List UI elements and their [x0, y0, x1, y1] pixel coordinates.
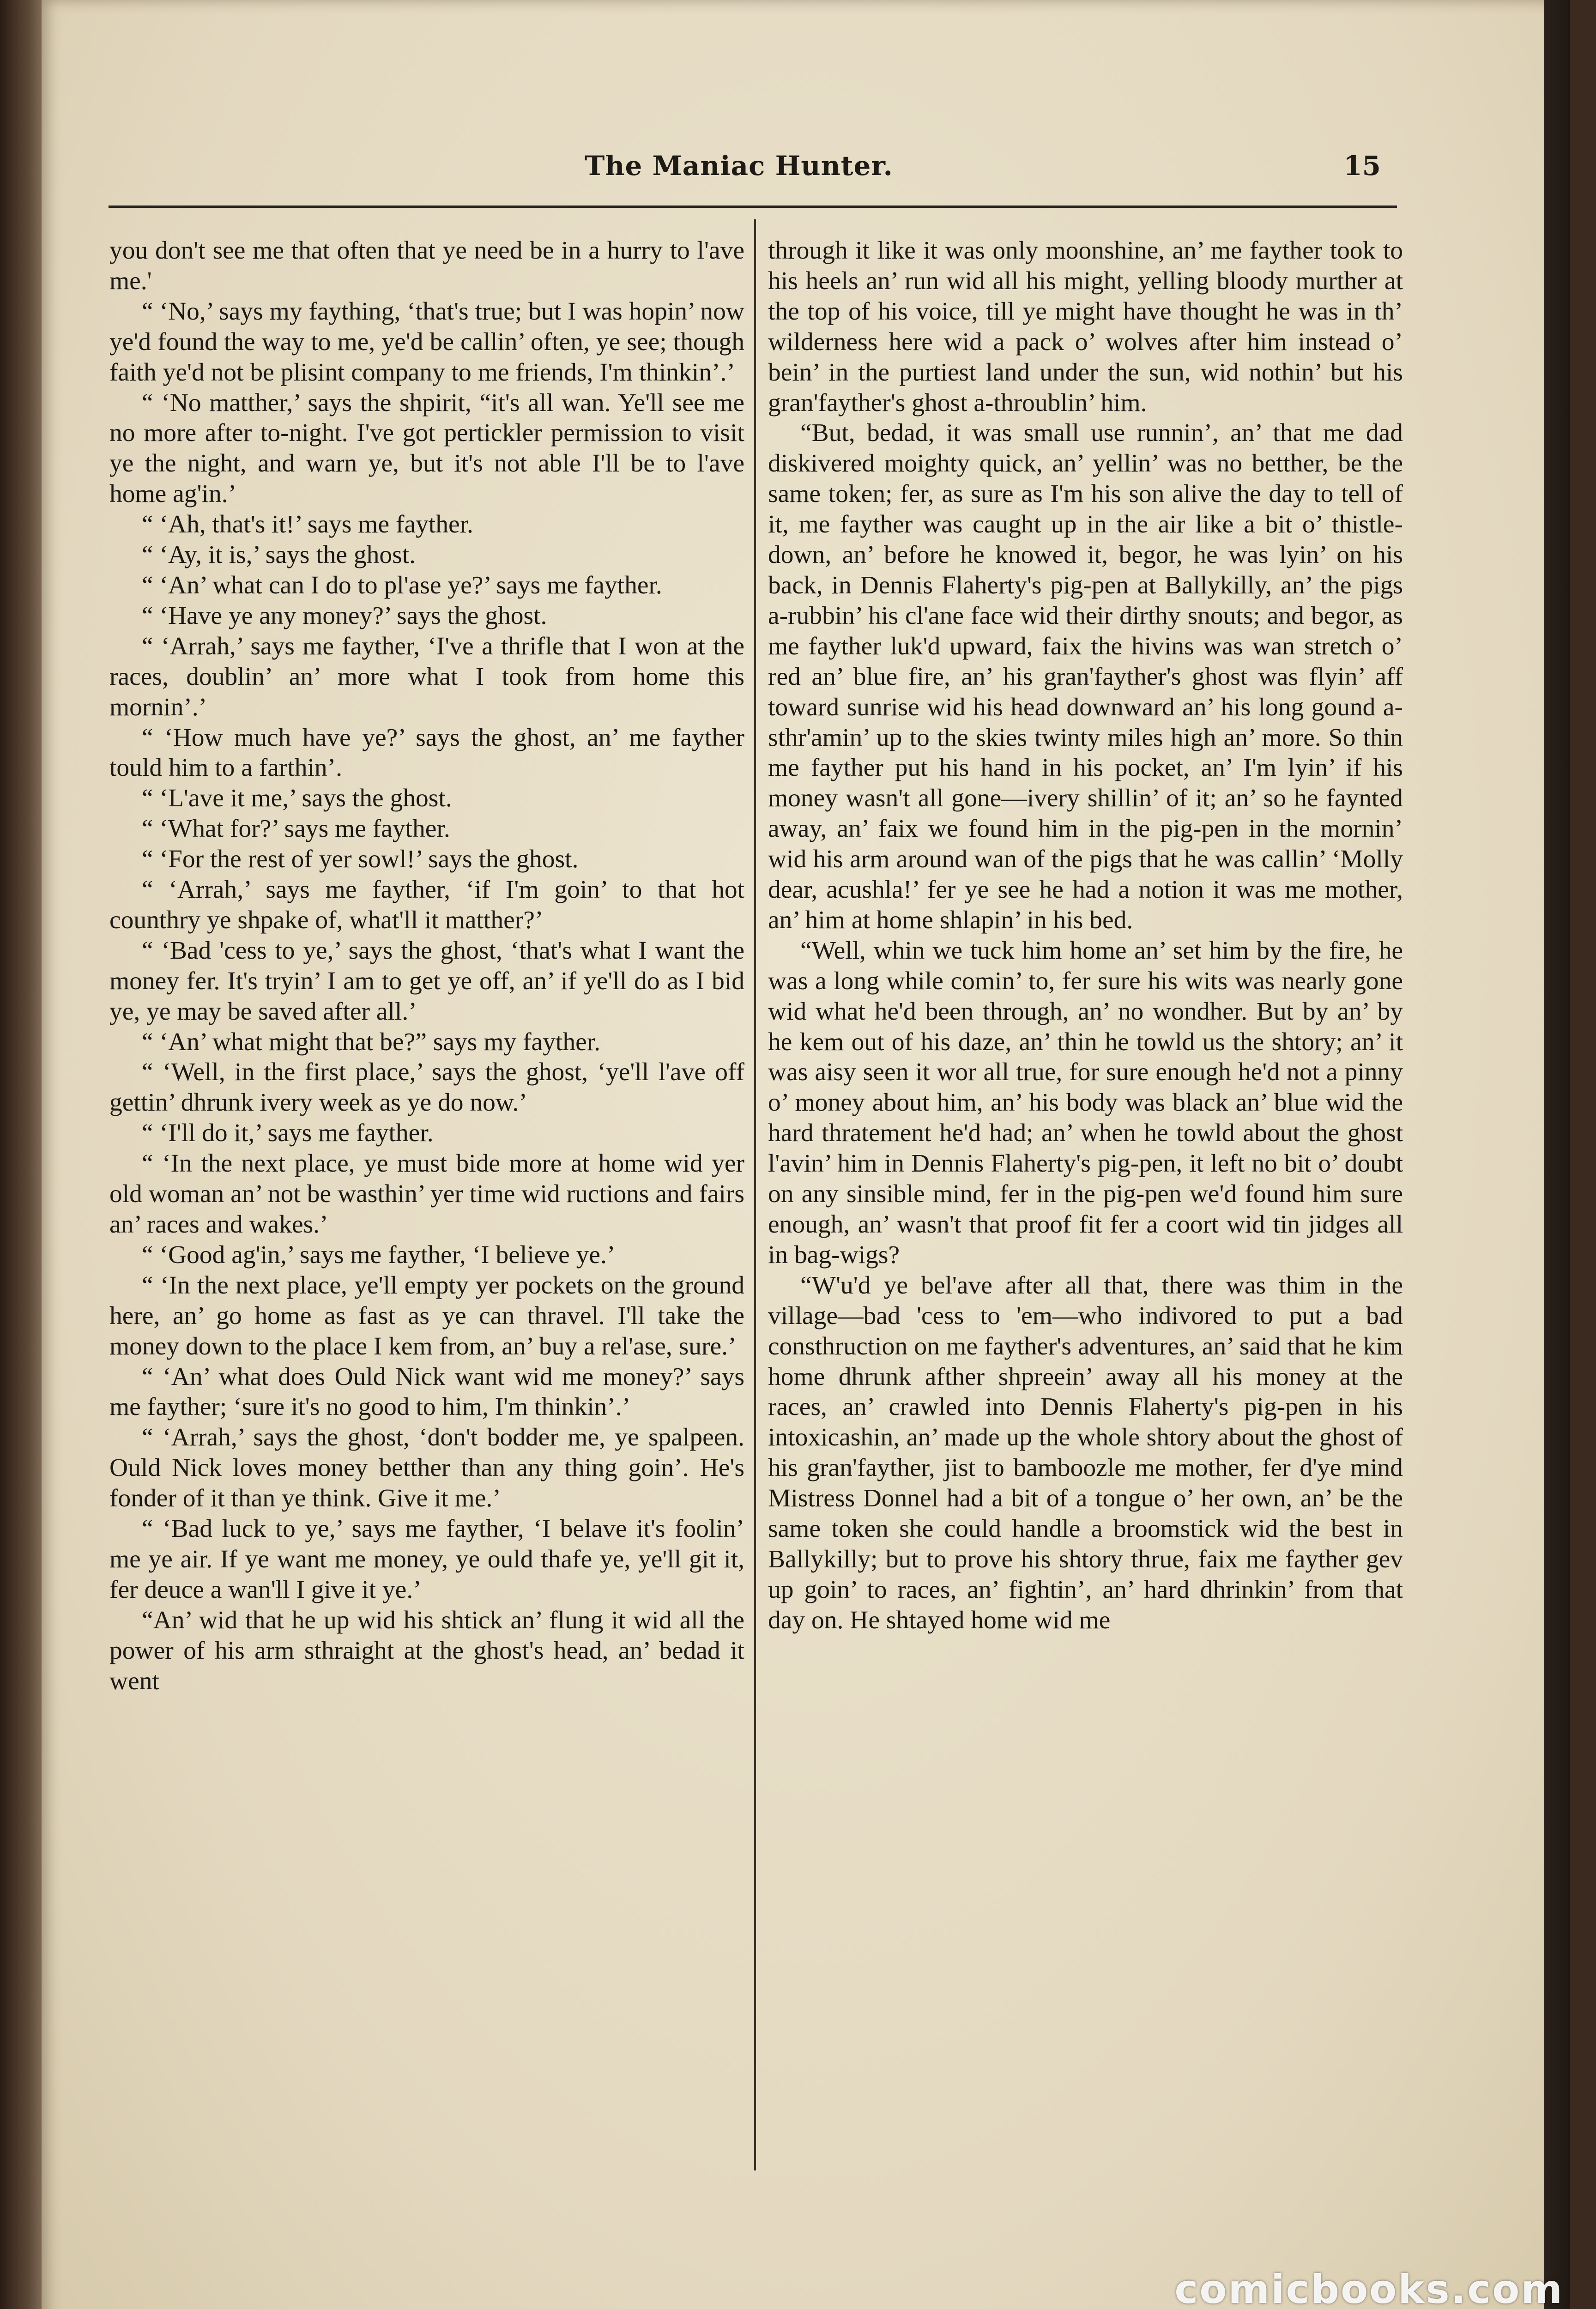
running-header: [42, 150, 1570, 196]
paragraph: “ ‘How much have ye?’ says the ghost, an’ me fayther tould him to a farthin’.: [109, 723, 744, 782]
paragraph: “ ‘For the rest of yer sowl!’ says the ghost.: [142, 845, 579, 874]
paragraph: “ ‘Bad 'cess to ye,’ says the ghost, ‘that's what I want the money fer. It's tryin’ I am to get ye off, an’ if ye'll do as I bid ye, ye may be saved after all.’: [109, 936, 744, 1026]
paragraph: “ ‘No,’ says my faything, ‘that's true; but I was hopin’ now ye'd found the way to me, ye'd be callin’ often, ye see; though faith ye'd not be plisint company to me friends, I'm thinkin’.’: [109, 297, 744, 387]
paragraph: “ ‘Ah, that's it!’ says me fayther.: [142, 510, 473, 539]
header-rule: [109, 206, 1397, 208]
book-binding: [0, 0, 46, 2309]
paragraph: you don't see me that often that ye need be in a hurry to l'ave me.': [109, 236, 744, 295]
paragraph: “ ‘Good ag'in,’ says me fayther, ‘I believe ye.’: [142, 1240, 616, 1269]
paragraph: through it like it was only moonshine, an’ me fayther took to his heels an’ run wid all his might, yelling bloody murther at the top of his voice, till ye might have thought he was in th’ wilderness here wid a pack o’ wolves after him instead o’ bein’ in the purtiest land under the sun, wid nothin’ but his gran'fayther's ghost a-throublin’ him.: [768, 236, 1403, 417]
paragraph: “ ‘In the next place, ye'll empty yer pockets on the ground here, an’ go home as fast as ye can thravel. I'll take the money down to the place I kem from, an’ buy a rel'ase, sure.’: [109, 1271, 744, 1360]
page-edge: [1544, 0, 1570, 2309]
paragraph: “Well, whin we tuck him home an’ set him by the fire, he was a long while comin’ to, fer sure his wits was nearly gone wid what he'd been through, an’ no wondher. But by an’ by he kem out of his daze, an’ thin he towld us the shtory; an’ it was aisy seen it wor all true, for sure enough he'd not a pinny o’ money about him, an’ his body was black an’ blue wid the hard thratement he'd had; an’ when he towld about the ghost l'avin’ him in Dennis Flaherty's pig-pen, it left no bit o’ doubt on any sinsible mind, fer in the pig-pen we'd found him sure enough, an’ wasn't that proof fit fer a coort wid tin jidges all in bag-wigs?: [768, 936, 1403, 1269]
paragraph: “ ‘An’ what does Ould Nick want wid me money?’ says me fayther; ‘sure it's no good to him, I'm thinkin’.’: [109, 1362, 744, 1421]
paragraph: “ ‘No matther,’ says the shpirit, “it's all wan. Ye'll see me no more after to-night. I've got pertickler permission to visit ye the night, and warn ye, but it's not able I'll be to l'ave home ag'in.’: [109, 388, 744, 508]
watermark: comicbooks.com: [1174, 2267, 1564, 2309]
paragraph: “ ‘Arrah,’ says me fayther, ‘if I'm goin’ to that hot counthry ye shpake of, what'll it matther?’: [109, 876, 744, 934]
paragraph: “ ‘Well, in the first place,’ says the ghost, ‘ye'll l'ave off gettin’ dhrunk ivery week as ye do now.’: [109, 1058, 744, 1117]
paragraph: “ ‘Have ye any money?’ says the ghost.: [142, 601, 547, 630]
paragraph: “ ‘I'll do it,’ says me fayther.: [142, 1119, 434, 1148]
left-column: [109, 236, 744, 1697]
paragraph: “ ‘Arrah,’ says me fayther, ‘I've a thrifle that I won at the races, doublin’ an’ more what I took from home this mornin’.’: [109, 632, 744, 721]
paragraph: “ ‘An’ what might that be?” says my fayther.: [142, 1028, 601, 1056]
paragraph: “ ‘Bad luck to ye,’ says me fayther, ‘I belave it's foolin’ me ye air. If ye want me money, ye ould thafe ye, ye'll git it, fer deuce a wan'll I give it ye.’: [109, 1515, 744, 1604]
paragraph: “ ‘L'ave it me,’ says the ghost.: [142, 784, 452, 813]
paragraph: “ ‘What for?’ says me fayther.: [142, 815, 450, 843]
column-divider: [754, 219, 756, 2170]
right-column: [768, 236, 1403, 1636]
paragraph: “W'u'd ye bel'ave after all that, there was thim in the village—bad 'cess to 'em—who indivored to put a bad consthruction on me fayther's adventures, an’ said that he kim home dhrunk afther shpreein’ away all his money at the races, an’ crawled into Dennis Flaherty's pig-pen in his intoxicashin, an’ made up the whole shtory about the ghost of his gran'fayther, jist to bamboozle me mother, fer d'ye mind Mistress Donnel had a bit of a tongue o’ her own, an’ be the same token she could handle a broomstick wid the best in Ballykilly; but to prove his shtory thrue, faix me fayther gev up goin’ to races, an’ fightin’, an’ hard dhrinkin’ from that day on. He shtayed home wid me: [768, 1271, 1403, 1634]
paragraph: “ ‘In the next place, ye must bide more at home wid yer old woman an’ not be wasthin’ yer time wid ructions and fairs an’ races and wakes.’: [109, 1149, 744, 1239]
paragraph: “But, bedad, it was small use runnin’, an’ that me dad diskivered moighty quick, an’ yellin’ was no betther, be the same token; fer, as sure as I'm his son alive the day to tell of it, me fayther was caught up in the air like a bit o’ thistle-down, an’ before he knowed it, begor, he was lyin’ on his back, in Dennis Flaherty's pig-pen at Ballykilly, an’ the pigs a-rubbin’ his cl'ane face wid their dirthy snouts; and begor, as me fayther luk'd upward, faix the hivins was wan stretch o’ red an’ blue fire, an’ his gran'fayther's ghost was flyin’ aff toward sunrise wid his head downward an’ his long gound a-sthr'amin’ up to the skies twinty miles high an’ more. So thin me fayther put his hand in his pocket, an’ I'm lyin’ if his money wasn't all gone—ivery shillin’ of it; an’ so he faynted away, an’ faix we found him in the pig-pen in the mornin’ wid his arm around wan of the pigs that he was callin’ ‘Molly dear, acushla!’ fer ye see he had a notion it was me mother, an’ him at home shlapin’ in his bed.: [768, 419, 1403, 934]
paragraph: “ ‘Arrah,’ says the ghost, ‘don't bodder me, ye spalpeen. Ould Nick loves money betther than any thing goin’. He's fonder of it than ye think. Give it me.’: [109, 1423, 744, 1513]
paragraph: “ ‘Ay, it is,’ says the ghost.: [142, 541, 416, 569]
page-number: 15: [1343, 150, 1381, 181]
magazine-page: [42, 0, 1570, 2309]
paragraph: “An’ wid that he up wid his shtick an’ flung it wid all the power of his arm sthraight at the ghost's head, an’ bedad it went: [109, 1606, 744, 1695]
paragraph: “ ‘An’ what can I do to pl'ase ye?’ says me fayther.: [142, 571, 662, 599]
running-title: The Maniac Hunter.: [585, 150, 893, 181]
